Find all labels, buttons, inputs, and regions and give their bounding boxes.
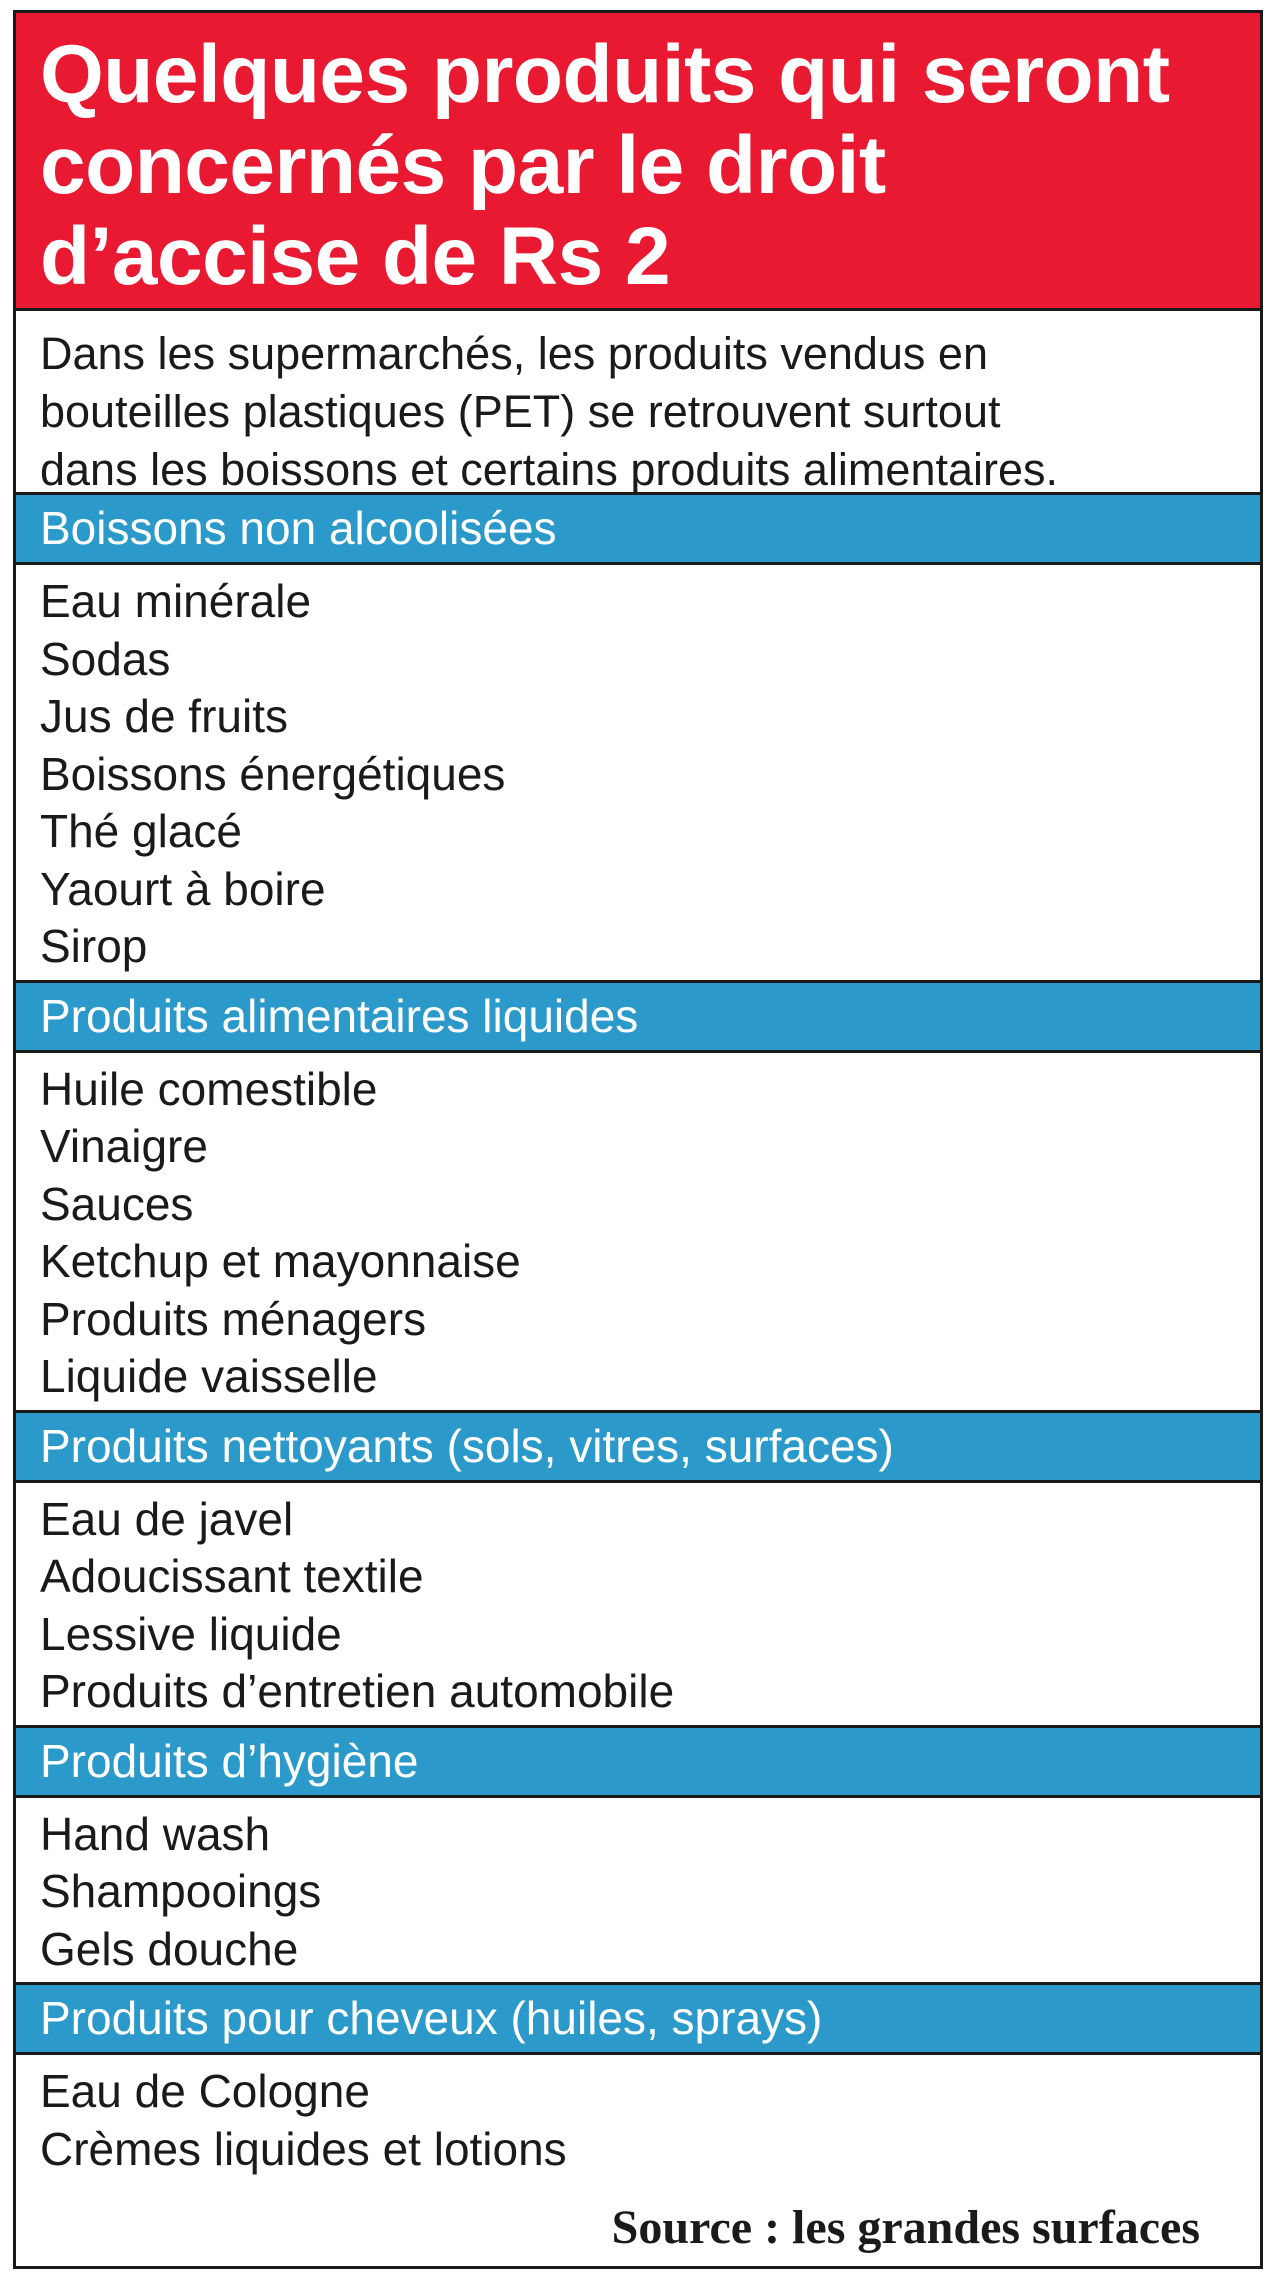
list-item: Ketchup et mayonnaise [40,1235,521,1287]
source-credit: Source : les grandes surfaces [611,2201,1200,2254]
list-item: Shampooings [40,1865,322,1917]
title-line: d’accise de Rs 2 [40,211,671,302]
list-item: Boissons énergétiques [40,747,506,800]
list-item: Eau minérale [40,575,312,627]
list-item: Lessive liquide [40,1607,342,1660]
title-line: concernés par le droit [40,120,886,211]
list-item: Huile comestible [40,1062,378,1115]
list-item: Hand wash [40,1807,271,1860]
intro-line: bouteilles plastiques (PET) se retrouvent surtout [40,386,1001,437]
intro-text [16,311,1260,495]
list-item: Sauces [40,1177,194,1230]
list-item: Produits ménagers [40,1292,427,1345]
category-header: Produits pour cheveux (huiles, sprays) [16,1985,1260,2055]
category-header: Boissons non alcoolisées [16,495,1260,565]
list-item: Vinaigre [40,1120,208,1172]
list-item: Liquide vaisselle [40,1350,378,1402]
list-item: Yaourt à boire [40,862,326,915]
category-header: Produits nettoyants (sols, vitres, surfaces) [16,1413,1260,1483]
list-item: Sodas [40,632,171,685]
category-list [16,1053,1260,1413]
title-line: Quelques produits qui seront [40,29,1170,120]
intro-line: dans les boissons et certains produits alimentaires. [40,444,1059,495]
info-card [13,10,1263,2269]
list-item: Thé glacé [40,805,243,857]
category-header: Produits alimentaires liquides [16,983,1260,1053]
category-list [16,1483,1260,1728]
list-item: Eau de Cologne [40,2065,370,2117]
list-item: Gels douche [40,1922,299,1975]
category-list [16,565,1260,983]
category-list [16,2055,1260,2182]
intro-line: Dans les supermarchés, les produits vendus en [40,328,988,379]
category-list [16,1798,1260,1986]
list-item: Produits d’entretien automobile [40,1665,675,1717]
category-header: Produits d’hygiène [16,1728,1260,1798]
list-item: Crèmes liquides et lotions [40,2122,567,2175]
list-item: Sirop [40,920,148,972]
list-item: Adoucissant textile [40,1550,424,1602]
list-item: Jus de fruits [40,690,288,742]
list-item: Eau de javel [40,1492,294,1545]
title-block [16,13,1260,311]
